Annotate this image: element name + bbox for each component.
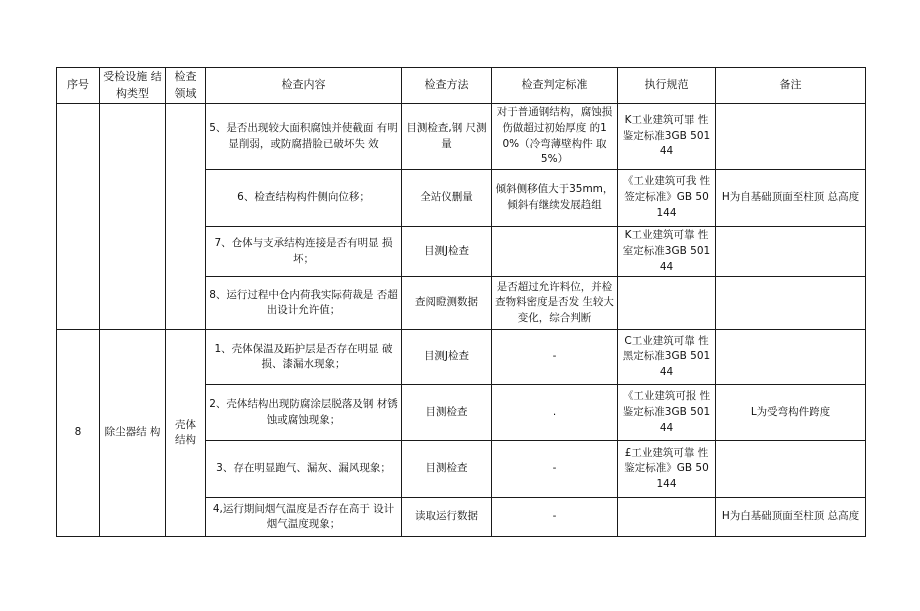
header-criteria: 检查判定标准 [492, 68, 618, 104]
criteria-cell [492, 227, 618, 277]
method-cell: 目测检查 [402, 385, 492, 441]
note-cell [716, 227, 866, 277]
spec-cell [618, 277, 716, 330]
seq-cell: 8 [57, 330, 100, 537]
header-domain: 检查 领域 [166, 68, 206, 104]
inspection-table [56, 67, 866, 537]
content-cell: 1、壳体保温及跖护层是否存在明显 破损、漆漏水现象； [206, 330, 402, 385]
header-note: 备注 [716, 68, 866, 104]
note-cell [716, 330, 866, 385]
content-cell: 4,运行期间烟气温度是否存在高于 设计烟气温度现象； [206, 498, 402, 537]
criteria-cell: 倾斜侧移值大于35mm，倾斜有继续发展趋组 [492, 170, 618, 227]
method-cell: 目测检查,钢 尺测量 [402, 104, 492, 170]
method-cell: 全站仪删量 [402, 170, 492, 227]
method-cell: 目测J检查 [402, 330, 492, 385]
header-method: 检查方法 [402, 68, 492, 104]
spec-cell: 《工业建筑可我 性签定标准》GB 50144 [618, 170, 716, 227]
domain-cell [166, 104, 206, 330]
header-spec: 执行规范 [618, 68, 716, 104]
criteria-cell: . [492, 385, 618, 441]
facility-type-cell: 除尘器结 构 [100, 330, 166, 537]
spec-cell: K工业建筑可罪 性鉴定标准3GB 50144 [618, 104, 716, 170]
content-cell: 2、壳体结构出现防腐涂层脱落及钢 材锈蚀或腐蚀现象； [206, 385, 402, 441]
method-cell: 目测检查 [402, 441, 492, 498]
criteria-cell: - [492, 441, 618, 498]
content-cell: 6、检查结构构件侧向位移； [206, 170, 402, 227]
method-cell: 目测J检查 [402, 227, 492, 277]
content-cell: 7、仓体与支承结构连接是否有明显 损坏； [206, 227, 402, 277]
note-cell [716, 277, 866, 330]
header-content: 检查内容 [206, 68, 402, 104]
criteria-cell: 是否超过允许料位，并检查物料密度是否发 生较大变化，综合判断 [492, 277, 618, 330]
spec-cell: 《工业建筑可报 性鉴定标准3GB 50144 [618, 385, 716, 441]
facility-type-cell [100, 104, 166, 330]
spec-cell: £工业建筑可靠 性鉴定标准》GB 50144 [618, 441, 716, 498]
content-cell: 8、运行过程中仓内荷我实际荷裁是 否超出设计允许值； [206, 277, 402, 330]
seq-cell [57, 104, 100, 330]
spec-cell: K工业建筑可靠 性室定标准3GB 50144 [618, 227, 716, 277]
header-facility-type: 受检设施 结构类型 [100, 68, 166, 104]
method-cell: 读取运行数据 [402, 498, 492, 537]
header-seq: 序号 [57, 68, 100, 104]
spec-cell: C工业建筑可靠 性黑定标准3GB 50144 [618, 330, 716, 385]
domain-cell: 壳体 结构 [166, 330, 206, 537]
note-cell: H为自基础顶面至柱顶 总高度 [716, 170, 866, 227]
note-cell: L为受弯构件跨度 [716, 385, 866, 441]
table-row [57, 104, 866, 170]
note-cell [716, 104, 866, 170]
content-cell: 5、是否出现较大面积腐蚀并使截面 有明显削弱，或防腐措脸已破坏失 效 [206, 104, 402, 170]
content-cell: 3、存在明显跑气、漏灰、漏风现象； [206, 441, 402, 498]
criteria-cell: 对于普通钢结构，腐蚀损伤做超过初始厚度 的10%（冷弯薄壁构件 取5%） [492, 104, 618, 170]
criteria-cell: - [492, 498, 618, 537]
note-cell [716, 441, 866, 498]
method-cell: 查阅瞪测数据 [402, 277, 492, 330]
table-row [57, 330, 866, 385]
criteria-cell: - [492, 330, 618, 385]
note-cell: H为白基础顶面至柱顶 总高度 [716, 498, 866, 537]
spec-cell [618, 498, 716, 537]
header-row [57, 68, 866, 104]
